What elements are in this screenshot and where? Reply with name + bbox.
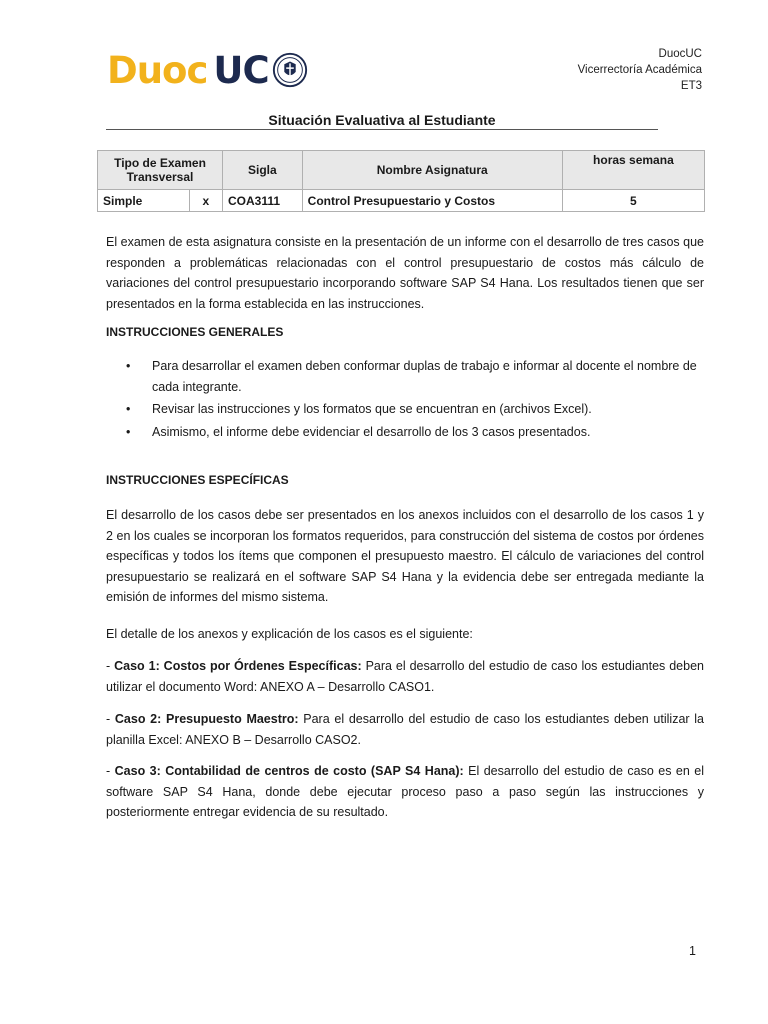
list-item	[106, 399, 704, 420]
case-3-text: El desarrollo del estudio de caso es en el software SAP S4 Hana, donde debe ejecutar proceso paso a paso según las instrucciones y posteriormente entregar evidencia de su resultado.	[106, 764, 705, 819]
intro-paragraph: El examen de esta asignatura consiste en la presentación de un informe con el desarrollo de tres casos que responden a problemáticas relacionadas con el control presupuestario de costos más cálculo de variaciones del control presupuestario incorporando software SAP S4 Hana. Los resultados tienen que ser presentados en la forma establecida en las instrucciones.	[106, 235, 704, 311]
case-3-label: Caso 3: Contabilidad de centros de costo (SAP S4 Hana):	[114, 764, 464, 778]
case-1-label: Caso 1: Costos por Órdenes Específicas:	[114, 659, 362, 673]
header-exam-type: Tipo de Examen Transversal	[98, 151, 223, 190]
header-code: ET3	[680, 80, 702, 92]
general-instructions-heading: INSTRUCCIONES GENERALES	[106, 325, 284, 339]
list-item	[106, 356, 704, 397]
case-2-paragraph	[106, 709, 704, 750]
course-info-table	[97, 150, 705, 212]
bullet-icon: •	[126, 402, 131, 416]
header-course-name: Nombre Asignatura	[302, 151, 562, 190]
table-row	[98, 190, 705, 212]
logo-uc-text: UC	[213, 48, 269, 92]
list-item-text: Asimismo, el informe debe evidenciar el desarrollo de los 3 casos presentados.	[152, 424, 591, 439]
case-1-prefix: -	[106, 659, 115, 673]
bullet-icon: •	[126, 359, 131, 373]
cell-sigla: COA3111	[223, 190, 303, 212]
case-3-prefix: -	[106, 764, 115, 778]
cell-mark: x	[189, 190, 222, 212]
page-number: 1	[689, 944, 696, 958]
case-3-paragraph	[106, 761, 704, 823]
header-institution-name: DuocUC	[658, 48, 702, 60]
cell-weekly-hours: 5	[562, 190, 704, 212]
cell-course-name: Control Presupuestario y Costos	[302, 190, 562, 212]
logo-duoc-text: Duoc	[107, 48, 208, 92]
list-item-text: Revisar las instrucciones y los formatos que se encuentran en (archivos Excel).	[152, 402, 592, 416]
case-2-prefix: -	[106, 712, 115, 726]
university-seal-icon	[271, 51, 309, 89]
document-title: Situación Evaluativa al Estudiante	[268, 112, 496, 128]
header-weekly-hours: horas semana	[562, 151, 704, 190]
header-institution-info	[578, 46, 702, 94]
list-item-text: Para desarrollar el examen deben conformar duplas de trabajo e informar al docente el nombre de cada integrante.	[152, 359, 697, 394]
bullet-icon: •	[126, 424, 131, 439]
list-item	[106, 422, 704, 443]
general-instructions-list	[106, 356, 704, 444]
specific-instructions-paragraph: El desarrollo de los casos debe ser presentados en los anexos incluidos con el desarrollo de los casos 1 y 2 en los cuales se incorporan los formatos requeridos, para construcción del sistema de costos por órdenes específicas y todos los ítems que componen el presupuesto maestro. El cálculo de variaciones del control presupuestario se realizará en el software SAP S4 Hana y la evidencia debe ser entregada mediante la emisión de informes del mismo sistema.	[106, 508, 704, 604]
case-2-label: Caso 2: Presupuesto Maestro:	[114, 712, 299, 726]
table-header-row	[98, 151, 705, 190]
case-2-text: Para el desarrollo del estudio de caso los estudiantes deben utilizar la planilla Excel: ANEXO B – Desarrollo CASO2.	[106, 712, 705, 747]
title-divider	[106, 129, 658, 130]
case-1-paragraph	[106, 656, 704, 697]
specific-instructions-heading: INSTRUCCIONES ESPECÍFICAS	[106, 473, 289, 487]
case-1-text: Para el desarrollo del estudio de caso los estudiantes deben utilizar el documento Word: ANEXO A – Desarrollo CASO1.	[106, 659, 704, 694]
cell-exam-type: Simple	[98, 190, 190, 212]
duocuc-logo	[107, 46, 309, 94]
header-department: Vicerrectoría Académica	[577, 64, 702, 76]
header-sigla: Sigla	[223, 151, 303, 190]
annex-intro: El detalle de los anexos y explicación de los casos es el siguiente:	[106, 627, 473, 641]
